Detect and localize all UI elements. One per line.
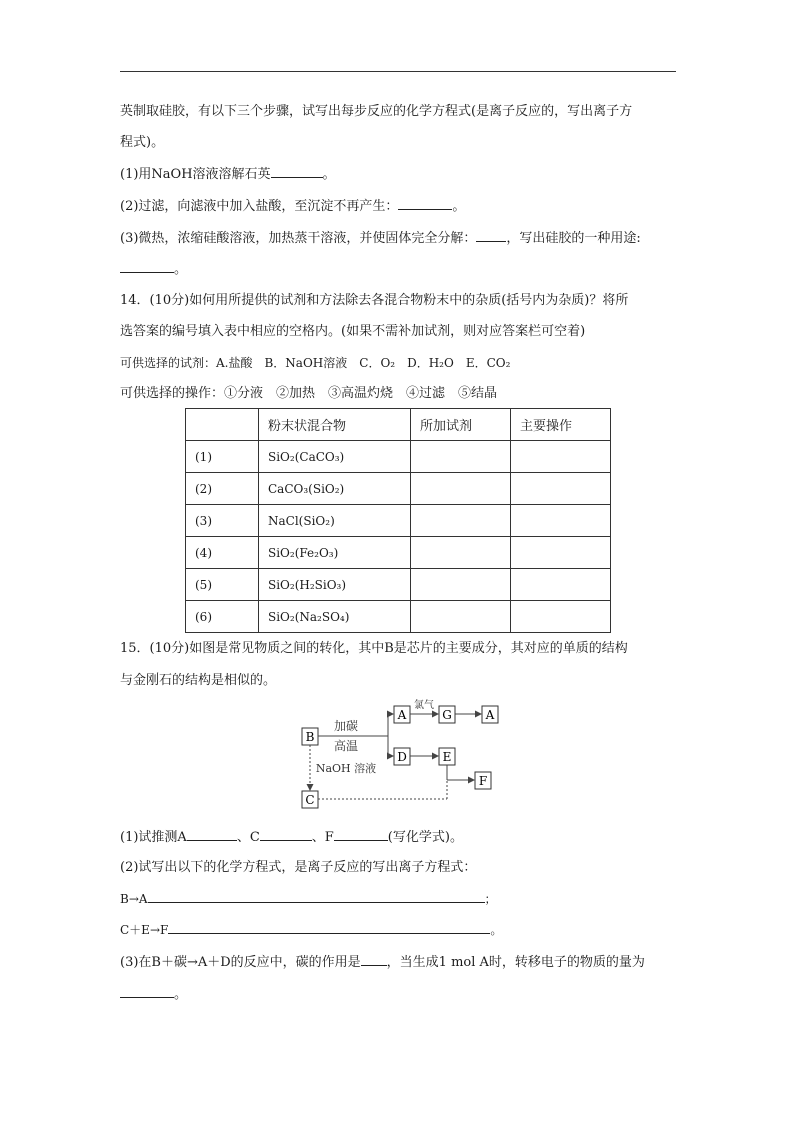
q13-step2-text: (2)过滤，向滤液中加入盐酸，至沉淀不再产生： [120, 199, 399, 214]
answer-blank[interactable] [476, 229, 506, 242]
header-rule [120, 71, 676, 72]
label-high-temp: 高温 [333, 739, 359, 753]
q15-part3-cont [120, 985, 187, 1004]
b-to-a-label: B→A [120, 892, 148, 906]
q13-step2-period: 。 [452, 199, 466, 214]
row-mixture: CaCO₃(SiO₂) [259, 473, 411, 505]
q13-step1 [120, 165, 336, 184]
answer-blank[interactable] [334, 828, 388, 841]
row-mixture: SiO₂(Na₂SO₄) [259, 601, 411, 633]
q13-step2 [120, 197, 465, 216]
row-number: (2) [186, 473, 259, 505]
label-b: B [305, 730, 315, 744]
answer-blank[interactable] [260, 828, 312, 841]
b-to-a-semicolon: ； [484, 892, 497, 906]
q13-step3-text: (3)微热，浓缩硅酸溶液，加热蒸干溶液，并使固体完全分解： [120, 231, 477, 246]
header-cell-mixture: 粉末状混合物 [259, 409, 411, 441]
q14-line-1: 14．(10分)如何用所提供的试剂和方法除去各混合物粉末中的杂质(括号内为杂质)？将所 [120, 293, 629, 308]
table-row [186, 473, 611, 505]
intro-line-1: 英制取硅胶，有以下三个步骤，试写出每步反应的化学方程式(是离子反应的，写出离子方 [120, 104, 633, 119]
table-row [186, 569, 611, 601]
row-operation-cell[interactable] [511, 505, 611, 537]
row-reagent-cell[interactable] [411, 505, 511, 537]
row-number: (6) [186, 601, 259, 633]
q15-part1 [120, 828, 463, 847]
row-reagent-cell[interactable] [411, 537, 511, 569]
q15-p3-period: 。 [174, 987, 188, 1002]
q13-step3 [120, 229, 641, 248]
q14-reagents: 可供选择的试剂：A.盐酸 B．NaOH溶液 C．O₂ D．H₂O E．CO₂ [120, 356, 511, 370]
q13-step1-text: (1)用NaOH溶液溶解石英 [120, 167, 271, 182]
row-operation-cell[interactable] [511, 569, 611, 601]
row-operation-cell[interactable] [511, 473, 611, 505]
label-naoh: NaOH 溶液 [315, 762, 377, 775]
row-number: (4) [186, 537, 259, 569]
label-f: F [478, 774, 488, 788]
q15-part2: (2)试写出以下的化学方程式，是离子反应的写出离子方程式： [120, 860, 477, 875]
answer-blank[interactable] [361, 953, 387, 966]
answer-blank[interactable] [398, 197, 452, 210]
c-e-f-label: C＋E→F [120, 923, 169, 937]
q13-step3-period: 。 [174, 262, 188, 277]
answer-blank[interactable] [187, 828, 237, 841]
label-a: A [397, 708, 407, 722]
label-chlorine: 氯气 [414, 700, 434, 711]
row-number: (3) [186, 505, 259, 537]
table-row [186, 537, 611, 569]
q15-p1-end: (写化学式)。 [387, 830, 463, 845]
q15-b-to-a [120, 890, 497, 908]
row-reagent-cell[interactable] [411, 569, 511, 601]
q14-line-2: 选答案的编号填入表中相应的空格内。(如果不需补加试剂，则对应答案栏可空着) [120, 324, 586, 339]
c-e-f-period: 。 [490, 923, 503, 937]
row-reagent-cell[interactable] [411, 601, 511, 633]
q15-c-e-f [120, 921, 502, 939]
header-cell-operation: 主要操作 [511, 409, 611, 441]
label-d: D [397, 750, 407, 764]
answer-blank[interactable] [148, 890, 485, 903]
q15-line-1: 15．(10分)如图是常见物质之间的转化，其中B是芯片的主要成分，其对应的单质的结构 [120, 641, 628, 656]
intro-line-2: 程式)。 [120, 135, 165, 150]
header-cell-num [186, 409, 259, 441]
label-e: E [442, 750, 452, 764]
label-carbon: 加碳 [333, 719, 359, 733]
row-mixture: SiO₂(CaCO₃) [259, 441, 411, 473]
table-row [186, 601, 611, 633]
row-operation-cell[interactable] [511, 537, 611, 569]
row-number: (1) [186, 441, 259, 473]
answer-blank[interactable] [120, 260, 174, 273]
label-g: G [442, 708, 452, 722]
row-mixture: SiO₂(H₂SiO₃) [259, 569, 411, 601]
q13-step1-period: 。 [322, 167, 336, 182]
row-mixture: SiO₂(Fe₂O₃) [259, 537, 411, 569]
conversion-diagram [300, 698, 500, 810]
label-a2: A [485, 708, 495, 722]
q15-p3-mid: ，当生成1 mol A时，转移电子的物质的量为 [386, 955, 645, 970]
row-number: (5) [186, 569, 259, 601]
label-c: C [305, 793, 315, 807]
row-reagent-cell[interactable] [411, 441, 511, 473]
header-cell-reagent: 所加试剂 [411, 409, 511, 441]
q15-part3 [120, 953, 645, 972]
row-operation-cell[interactable] [511, 441, 611, 473]
answer-blank[interactable] [120, 985, 174, 998]
q15-line-2: 与金刚石的结构是相似的。 [120, 673, 277, 688]
q13-step3-tail: ，写出硅胶的一种用途: [506, 231, 641, 246]
row-mixture: NaCl(SiO₂) [259, 505, 411, 537]
q15-p3-start: (3)在B＋碳→A＋D的反应中，碳的作用是 [120, 955, 361, 970]
answer-blank[interactable] [168, 921, 490, 934]
table-row [186, 441, 611, 473]
mixture-table [185, 408, 611, 633]
q15-p1-start: (1)试推测A [120, 830, 187, 845]
answer-blank[interactable] [271, 165, 323, 178]
table-row [186, 505, 611, 537]
row-operation-cell[interactable] [511, 601, 611, 633]
q15-p1-c: 、C [236, 830, 260, 845]
table-header-row [186, 409, 611, 441]
q15-p1-f: 、F [311, 830, 334, 845]
q13-step3-cont [120, 260, 187, 279]
q14-operations: 可供选择的操作：①分液 ②加热 ③高温灼烧 ④过滤 ⑤结晶 [120, 386, 498, 401]
row-reagent-cell[interactable] [411, 473, 511, 505]
